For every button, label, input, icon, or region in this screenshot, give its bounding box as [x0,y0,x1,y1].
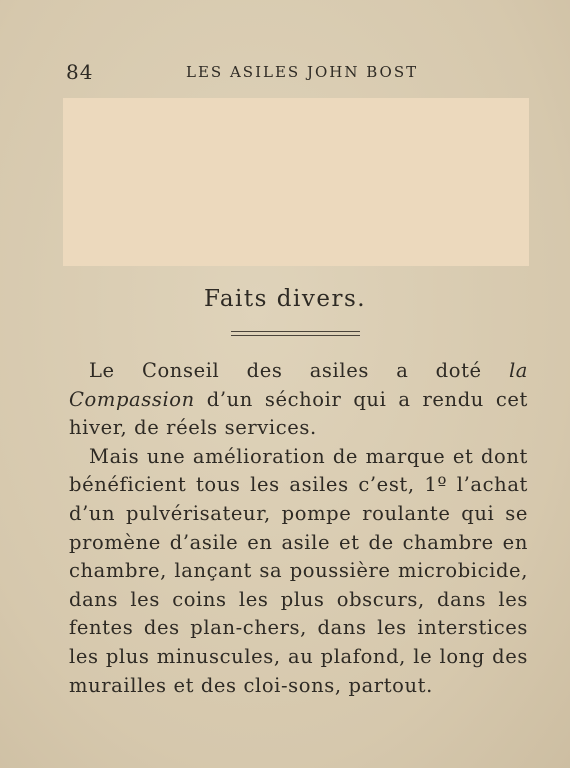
paragraph-1-before: Le Conseil des asiles a doté [89,359,509,382]
paragraph-1-after: d’un séchoir qui a rendu cet hiver, de réels services. [69,387,528,440]
title-double-rule [231,331,360,336]
body-text [69,357,528,700]
running-head: LES ASILES JOHN BOST [186,63,419,81]
paragraph-1 [69,357,528,443]
image-placeholder-block [63,98,529,266]
page-number: 84 [66,60,94,84]
paragraph-1-italic-name: la Compassion [69,359,528,411]
section-title: Faits divers. [203,286,367,312]
paragraph-2: Mais une amélioration de marque et dont bénéficient tous les asiles c’est, 1º l’achat d’un pulvérisateur, pompe roulante qui se promène d’asile en asile et de chambre en chambre, lançant sa poussière microbicide, dans les coins les plus obscurs, dans les fentes des plan-chers, dans les interstices les plus minuscules, au plafond, le long des murailles et des cloi-sons, partout. [69,444,528,697]
page-header [66,60,530,84]
